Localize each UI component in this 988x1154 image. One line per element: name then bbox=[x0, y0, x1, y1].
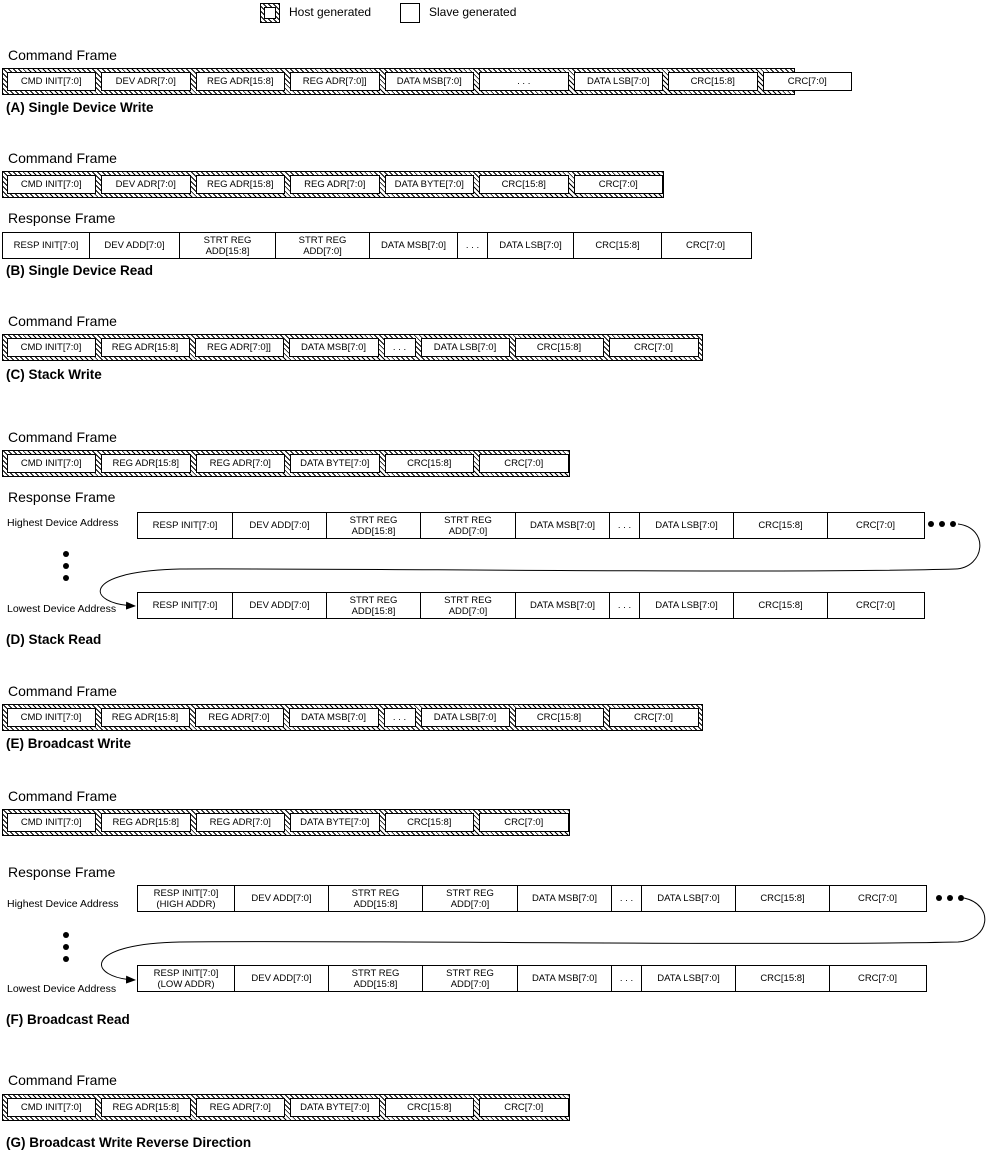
frame-field: . . . bbox=[458, 233, 488, 258]
frame-field: DATA LSB[7:0] bbox=[574, 72, 664, 91]
frame-field: DATA LSB[7:0] bbox=[488, 233, 574, 258]
frame-field: CRC[15:8] bbox=[734, 593, 828, 618]
vertical-ellipsis-dot bbox=[63, 575, 69, 581]
section-title-c: (C) Stack Write bbox=[6, 367, 102, 382]
response-frame-label: Response Frame bbox=[8, 210, 116, 226]
frame-field: . . . bbox=[612, 966, 642, 991]
frame-field: DATA BYTE[7:0] bbox=[290, 454, 380, 473]
section-title-e: (E) Broadcast Write bbox=[6, 736, 132, 751]
frame-field: DEV ADR[7:0] bbox=[101, 175, 191, 194]
continuation-dot bbox=[928, 521, 934, 527]
response-frame-f-low bbox=[137, 965, 927, 992]
frame-field: . . . bbox=[612, 886, 642, 911]
section-title-g: (G) Broadcast Write Reverse Direction bbox=[6, 1135, 252, 1150]
frame-field: STRT REG ADD[15:8] bbox=[329, 886, 423, 911]
frame-field: DATA MSB[7:0] bbox=[516, 593, 610, 618]
frame-field: CRC[15:8] bbox=[385, 454, 475, 473]
frame-field: REG ADR[15:8] bbox=[196, 72, 286, 91]
command-frame-c bbox=[2, 334, 703, 361]
continuation-dot bbox=[939, 521, 945, 527]
frame-field: DATA BYTE[7:0] bbox=[290, 813, 380, 832]
frame-field: DEV ADD[7:0] bbox=[233, 593, 327, 618]
frame-field: STRT REG ADD[7:0] bbox=[276, 233, 370, 258]
frame-field: . . . bbox=[384, 338, 416, 357]
frame-field: STRT REG ADD[15:8] bbox=[329, 966, 423, 991]
continuation-dot bbox=[958, 895, 964, 901]
frame-field: REG ADR[15:8] bbox=[101, 708, 190, 727]
vertical-ellipsis-dot bbox=[63, 944, 69, 950]
frame-field: CMD INIT[7:0] bbox=[7, 708, 96, 727]
frame-field: REG ADR[7:0]] bbox=[290, 72, 380, 91]
command-frame-b bbox=[2, 171, 664, 198]
frame-field: DATA LSB[7:0] bbox=[640, 593, 734, 618]
frame-field: DEV ADD[7:0] bbox=[90, 233, 180, 258]
vertical-ellipsis-dot bbox=[63, 956, 69, 962]
command-frame-label: Command Frame bbox=[8, 683, 117, 699]
frame-field: STRT REG ADD[15:8] bbox=[327, 593, 421, 618]
command-frame-label: Command Frame bbox=[8, 47, 117, 63]
frame-field: DATA MSB[7:0] bbox=[289, 708, 379, 727]
frame-field: DATA MSB[7:0] bbox=[516, 513, 610, 538]
frame-field: CRC[7:0] bbox=[479, 1098, 569, 1117]
frame-field: REG ADR[7:0]] bbox=[195, 338, 284, 357]
frame-field: . . . bbox=[384, 708, 416, 727]
frame-field: RESP INIT[7:0] (LOW ADDR) bbox=[138, 966, 235, 991]
command-frame-label: Command Frame bbox=[8, 150, 117, 166]
continuation-dot bbox=[947, 895, 953, 901]
command-frame-f bbox=[2, 809, 570, 836]
frame-field: REG ADR[7:0] bbox=[196, 813, 286, 832]
section-title-d: (D) Stack Read bbox=[6, 632, 102, 647]
vertical-ellipsis-dot bbox=[63, 563, 69, 569]
frame-field: DATA MSB[7:0] bbox=[518, 966, 612, 991]
frame-field: CRC[15:8] bbox=[736, 966, 830, 991]
frame-field: REG ADR[7:0] bbox=[195, 708, 284, 727]
frame-field: DEV ADD[7:0] bbox=[235, 886, 329, 911]
lowest-device-address-label: Lowest Device Address bbox=[7, 983, 117, 995]
frame-field: REG ADR[15:8] bbox=[101, 813, 191, 832]
frame-field: STRT REG ADD[15:8] bbox=[180, 233, 276, 258]
command-frame-g bbox=[2, 1094, 570, 1121]
frame-field: CRC[15:8] bbox=[736, 886, 830, 911]
frame-field: CMD INIT[7:0] bbox=[7, 813, 97, 832]
lowest-device-address-label: Lowest Device Address bbox=[7, 603, 117, 615]
section-title-b: (B) Single Device Read bbox=[6, 263, 154, 278]
frame-field: DEV ADD[7:0] bbox=[235, 966, 329, 991]
frame-field: CRC[7:0] bbox=[662, 233, 749, 258]
frame-field: REG ADR[7:0] bbox=[196, 454, 286, 473]
frame-field: CRC[15:8] bbox=[668, 72, 758, 91]
frame-field: DATA LSB[7:0] bbox=[642, 966, 736, 991]
frame-field: . . . bbox=[610, 513, 640, 538]
frame-field: CRC[15:8] bbox=[479, 175, 569, 194]
frame-field: CRC[15:8] bbox=[515, 338, 604, 357]
frame-field: CRC[15:8] bbox=[515, 708, 604, 727]
response-frame-d-high bbox=[137, 512, 925, 539]
frame-field: CRC[7:0] bbox=[574, 175, 664, 194]
frame-field: DATA BYTE[7:0] bbox=[385, 175, 475, 194]
frame-field: CMD INIT[7:0] bbox=[7, 1098, 97, 1117]
frame-field: DATA MSB[7:0] bbox=[385, 72, 475, 91]
slave-generated-legend-label: Slave generated bbox=[429, 5, 517, 19]
frame-field: DATA LSB[7:0] bbox=[421, 708, 510, 727]
frame-field: RESP INIT[7:0] (HIGH ADDR) bbox=[138, 886, 235, 911]
frame-field: DEV ADR[7:0] bbox=[101, 72, 191, 91]
response-frame-d-low bbox=[137, 592, 925, 619]
frame-field: . . . bbox=[479, 72, 569, 91]
section-title-f: (F) Broadcast Read bbox=[6, 1012, 130, 1027]
vertical-ellipsis-dot bbox=[63, 551, 69, 557]
command-frame-label: Command Frame bbox=[8, 788, 117, 804]
command-frame-label: Command Frame bbox=[8, 313, 117, 329]
frame-field: CRC[7:0] bbox=[609, 708, 699, 727]
frame-field: CRC[7:0] bbox=[828, 513, 923, 538]
frame-field: STRT REG ADD[7:0] bbox=[421, 593, 516, 618]
continuation-dot bbox=[950, 521, 956, 527]
section-title-a: (A) Single Device Write bbox=[6, 100, 154, 115]
frame-field: DATA BYTE[7:0] bbox=[290, 1098, 380, 1117]
frame-field: DEV ADD[7:0] bbox=[233, 513, 327, 538]
command-frame-label: Command Frame bbox=[8, 429, 117, 445]
highest-device-address-label: Highest Device Address bbox=[7, 517, 119, 529]
frame-field: CMD INIT[7:0] bbox=[7, 175, 97, 194]
frame-field: CRC[7:0] bbox=[609, 338, 699, 357]
frame-field: REG ADR[15:8] bbox=[101, 454, 191, 473]
frame-field: CRC[15:8] bbox=[734, 513, 828, 538]
frame-field: STRT REG ADD[15:8] bbox=[327, 513, 421, 538]
frame-field: DATA MSB[7:0] bbox=[518, 886, 612, 911]
frame-field: CMD INIT[7:0] bbox=[7, 338, 96, 357]
frame-field: CRC[7:0] bbox=[828, 593, 923, 618]
frame-field: DATA MSB[7:0] bbox=[370, 233, 458, 258]
slave-generated-legend-swatch bbox=[400, 3, 420, 23]
frame-field: REG ADR[7:0] bbox=[196, 1098, 286, 1117]
frame-field: STRT REG ADD[7:0] bbox=[423, 886, 518, 911]
host-generated-legend-swatch bbox=[260, 3, 280, 23]
command-frame-e bbox=[2, 704, 703, 731]
frame-field: STRT REG ADD[7:0] bbox=[421, 513, 516, 538]
frame-field: . . . bbox=[610, 593, 640, 618]
frame-field: RESP INIT[7:0] bbox=[3, 233, 90, 258]
frame-field: REG ADR[15:8] bbox=[196, 175, 286, 194]
frame-field: REG ADR[15:8] bbox=[101, 338, 190, 357]
frame-field: CRC[7:0] bbox=[479, 454, 569, 473]
highest-device-address-label: Highest Device Address bbox=[7, 898, 119, 910]
frame-field: CRC[7:0] bbox=[830, 886, 925, 911]
frame-field: DATA LSB[7:0] bbox=[640, 513, 734, 538]
frame-field: CRC[7:0] bbox=[479, 813, 569, 832]
frame-field: CMD INIT[7:0] bbox=[7, 454, 97, 473]
response-frame-label: Response Frame bbox=[8, 489, 116, 505]
response-frame-label: Response Frame bbox=[8, 864, 116, 880]
vertical-ellipsis-dot bbox=[63, 932, 69, 938]
frame-field: CRC[7:0] bbox=[830, 966, 925, 991]
command-frame-label: Command Frame bbox=[8, 1072, 117, 1088]
command-frame-d bbox=[2, 450, 570, 477]
frame-field: CRC[7:0] bbox=[763, 72, 853, 91]
frame-field: CRC[15:8] bbox=[574, 233, 662, 258]
continuation-dot bbox=[936, 895, 942, 901]
response-frame-b bbox=[2, 232, 752, 259]
frame-field: STRT REG ADD[7:0] bbox=[423, 966, 518, 991]
response-frame-f-high bbox=[137, 885, 927, 912]
frame-field: REG ADR[15:8] bbox=[101, 1098, 191, 1117]
frame-field: DATA LSB[7:0] bbox=[642, 886, 736, 911]
command-frame-a bbox=[2, 68, 827, 95]
frame-field: CMD INIT[7:0] bbox=[7, 72, 97, 91]
frame-field: CRC[15:8] bbox=[385, 1098, 475, 1117]
frame-field: RESP INIT[7:0] bbox=[138, 593, 233, 618]
frame-field: DATA LSB[7:0] bbox=[421, 338, 510, 357]
frame-field: RESP INIT[7:0] bbox=[138, 513, 233, 538]
frame-field: CRC[15:8] bbox=[385, 813, 475, 832]
host-generated-legend-label: Host generated bbox=[289, 5, 372, 19]
frame-field: REG ADR[7:0] bbox=[290, 175, 380, 194]
frame-field: DATA MSB[7:0] bbox=[289, 338, 379, 357]
